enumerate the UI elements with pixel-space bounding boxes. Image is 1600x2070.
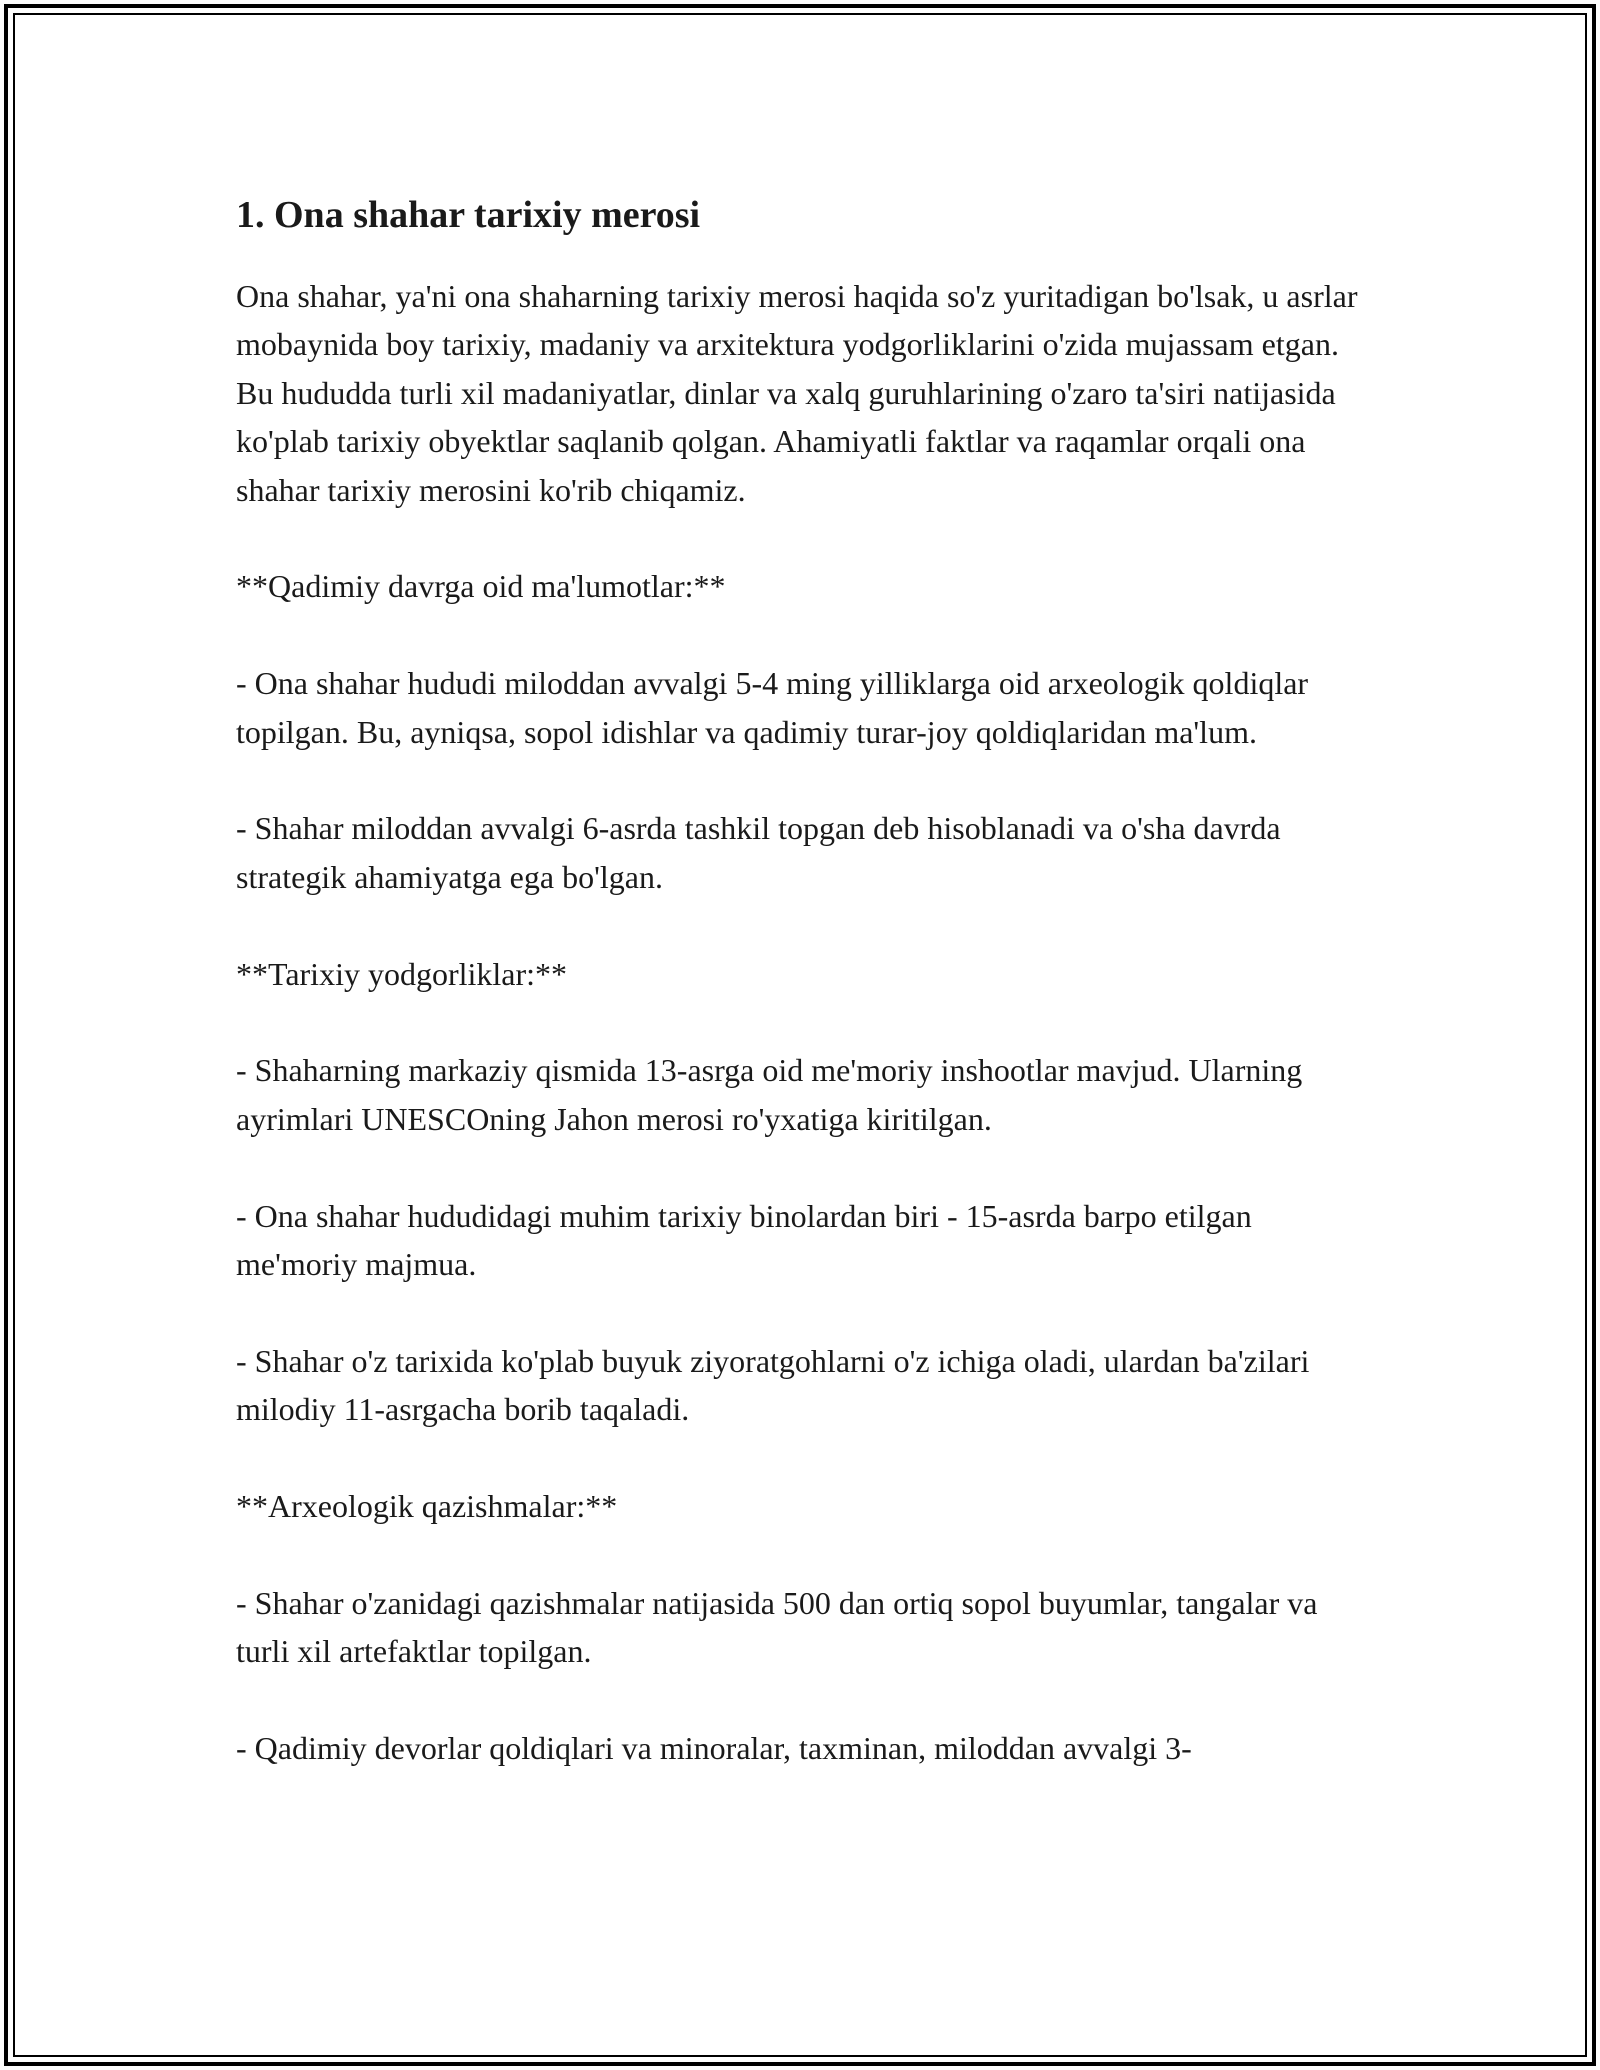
- list-item: - Shahar o'zanidagi qazishmalar natijasida 500 dan ortiq sopol buyumlar, tangalar va turli xil artefaktlar topilgan.: [236, 1584, 1318, 1670]
- list-item: - Shahar o'z tarixida ko'plab buyuk ziyoratgohlarni o'z ichiga oladi, ulardan ba'zilari milodiy 11-asrgacha borib taqaladi.: [236, 1342, 1310, 1428]
- document-body: [236, 180, 1376, 1821]
- subheading-ancient-period: **Qadimiy davrga oid ma'lumotlar:**: [236, 568, 726, 605]
- subheading-archaeological-excavations: **Arxeologik qazishmalar:**: [236, 1488, 618, 1525]
- list-item: - Ona shahar hududidagi muhim tarixiy binolardan biri - 15-asrda barpo etilgan me'moriy majmua.: [236, 1197, 1252, 1283]
- list-item: - Shahar miloddan avvalgi 6-asrda tashkil topgan deb hisoblanadi va o'sha davrda strategik ahamiyatga ega bo'lgan.: [236, 810, 1281, 895]
- subheading-historical-monuments: **Tarixiy yodgorliklar:**: [236, 955, 568, 992]
- list-item: - Ona shahar hududi miloddan avvalgi 5-4 ming yilliklarga oid arxeologik qoldiqlar topilgan. Bu, ayniqsa, sopol idishlar va qadimiy turar-joy qoldiqlaridan ma'lum.: [236, 665, 1309, 750]
- list-item: - Qadimiy devorlar qoldiqlari va minoralar, taxminan, miloddan avvalgi 3-: [236, 1730, 1192, 1767]
- section-heading: 1. Ona shahar tarixiy merosi: [236, 194, 701, 236]
- intro-paragraph: Ona shahar, ya'ni ona shaharning tarixiy merosi haqida so'z yuritadigan bo'lsak, u asrlar mobaynida boy tarixiy, madaniy va arxitektura yodgorliklarini o'zida mujassam etgan. Bu hududda turli xil madaniyatlar, dinlar va xalq guruhlarining o'zaro ta'siri natijasida ko'plab tarixiy obyektlar saqlanib qolgan. Ahamiyatli faktlar va raqamlar orqali ona shahar tarixiy merosini ko'rib chiqamiz.: [236, 278, 1358, 508]
- list-item: - Shaharning markaziy qismida 13-asrga oid me'moriy inshootlar mavjud. Ularning ayrimlari UNESCOning Jahon merosi ro'yxatiga kiritilgan.: [236, 1052, 1303, 1137]
